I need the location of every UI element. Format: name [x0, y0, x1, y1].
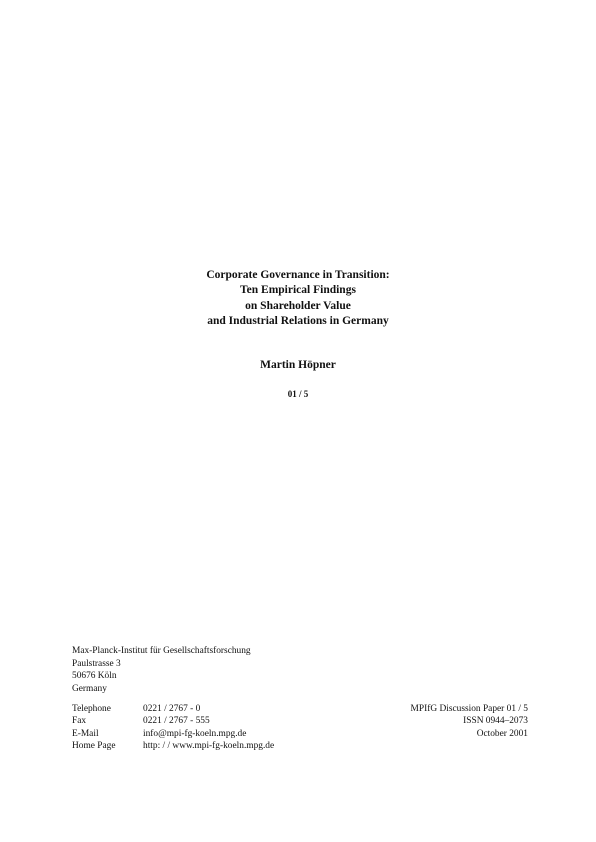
homepage-link[interactable]: http: / / www.mpi-fg-koeln.mpg.de [143, 741, 275, 752]
author-name: Martin Höpner [260, 359, 336, 371]
series-number: 01 / 5 [287, 389, 309, 399]
contact-info [72, 703, 528, 753]
email-link[interactable]: info@mpi-fg-koeln.mpg.de [143, 728, 247, 739]
address-line: Germany [72, 684, 107, 695]
address-line: Paulstrasse 3 [72, 658, 121, 669]
contact-label: Home Page [72, 741, 116, 752]
paper-title [0, 268, 596, 330]
address-line: Max-Planck-Institut für Gesellschaftsforschung [72, 646, 251, 656]
publication-info: MPIfG Discussion Paper 01 / 5 [410, 704, 528, 714]
publication-info: ISSN 0944–2073 [463, 716, 528, 727]
title-line: Corporate Governance in Transition: [206, 269, 390, 281]
contact-value: 0221 / 2767 - 555 [143, 716, 210, 727]
title-line: Ten Empirical Findings [240, 284, 356, 297]
contact-label: Fax [72, 716, 87, 727]
title-line: on Shareholder Value [245, 299, 351, 312]
address-line: 50676 Köln [72, 671, 117, 682]
contact-row [72, 728, 528, 740]
contact-row [72, 715, 528, 727]
publication-info: October 2001 [476, 728, 528, 739]
contact-value: 0221 / 2767 - 0 [143, 704, 201, 714]
contact-row [72, 740, 528, 752]
contact-row [72, 703, 528, 715]
contact-label: E-Mail [72, 728, 99, 739]
contact-label: Telephone [72, 704, 111, 714]
institute-address [72, 645, 251, 696]
title-line: and Industrial Relations in Germany [207, 315, 389, 328]
